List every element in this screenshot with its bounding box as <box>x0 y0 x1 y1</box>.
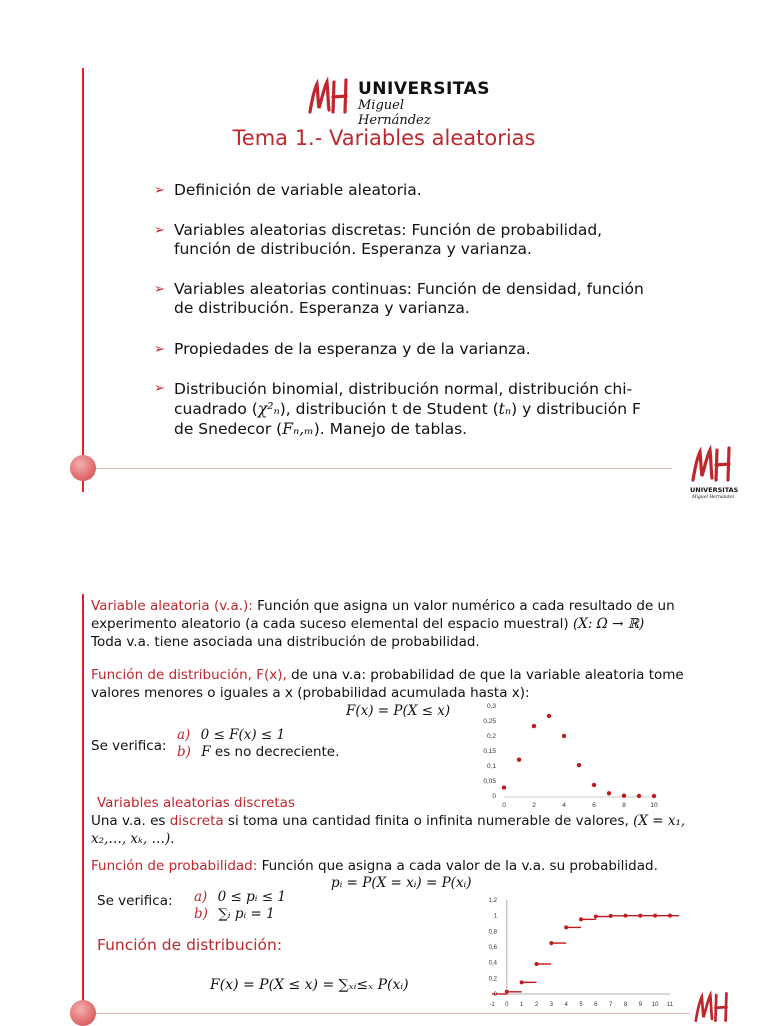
y-tick-label: 0,2 <box>488 976 497 983</box>
data-point <box>622 794 626 798</box>
y-tick-label: 0,3 <box>486 703 496 710</box>
data-point <box>652 794 656 798</box>
y-tick-label: 0,2 <box>486 733 496 740</box>
fd-verifica-label: Se verifica: <box>91 738 167 754</box>
y-tick-label: 0,4 <box>488 960 497 967</box>
fdist-heading: Función de distribución: <box>97 936 283 954</box>
slide1-bottom-rule <box>70 468 672 469</box>
fp-property-b <box>194 905 275 923</box>
topic-text-mid1: ), distribución t de Student ( <box>279 400 499 418</box>
va-line3: Toda v.a. tiene asociada una distribución de probabilidad. <box>91 634 480 650</box>
chi-square-symbol: χ²ₙ <box>257 400 280 418</box>
y-tick-label: 1 <box>493 913 497 920</box>
discretas-math2: x₂,…, xₖ, …) <box>91 831 171 847</box>
logo-mark-svg <box>306 76 352 116</box>
arrow-bullet-icon: ➢ <box>154 223 165 238</box>
step-point <box>624 914 628 918</box>
fd-b-label: b) <box>177 744 191 760</box>
x-tick-label: 4 <box>564 1002 568 1008</box>
fd-property-a <box>177 726 285 744</box>
fd-a-text: 0 ≤ F(x) ≤ 1 <box>200 727 286 743</box>
f-symbol: Fₙ,ₘ <box>282 420 314 438</box>
data-point <box>607 791 611 795</box>
fp-definition <box>91 857 731 875</box>
slide2-left-red-rule <box>82 594 84 1024</box>
y-tick-label: 0,25 <box>483 718 496 725</box>
fd-term: Función de distribución, F(x), <box>91 667 287 683</box>
data-point <box>517 758 521 762</box>
y-tick-label: 0 <box>493 992 497 998</box>
y-tick-label: 0,15 <box>483 748 496 755</box>
x-tick-label: 4 <box>562 802 566 809</box>
data-point <box>547 714 551 718</box>
logo-line2: Miguel Hernández <box>358 98 431 128</box>
x-tick-label: 11 <box>666 1002 674 1008</box>
discretas-math1: (X = x₁, <box>633 813 686 829</box>
fdist-formula: F(x) = P(X ≤ x) = ∑ₓᵢ≤ₓ P(xᵢ) <box>210 977 409 993</box>
va-definition <box>91 597 731 651</box>
step-point <box>564 925 568 929</box>
topic-text <box>174 379 644 439</box>
step-point <box>668 914 672 918</box>
x-tick-label: 10 <box>650 802 658 809</box>
x-tick-label: 8 <box>622 802 626 809</box>
fp-formula: pᵢ = P(X = xᵢ) = P(xᵢ) <box>331 875 472 891</box>
university-logo <box>306 76 490 128</box>
step-point <box>579 917 583 921</box>
topic-text: Definición de variable aleatoria. <box>174 181 422 199</box>
step-point <box>609 914 613 918</box>
fp-a-text: 0 ≤ pᵢ ≤ 1 <box>217 889 286 905</box>
fd-b-text: es no decreciente. <box>210 744 340 760</box>
x-tick-label: 1 <box>519 1002 524 1008</box>
y-tick-label: 0,6 <box>488 945 497 951</box>
x-tick-label: 0 <box>502 802 506 809</box>
discretas-post: si toma una cantidad finita o infinita numerable de valores, <box>223 813 634 829</box>
discretas-definition <box>91 812 731 848</box>
arrow-bullet-icon: ➢ <box>154 282 165 297</box>
cumulative-distribution-chart <box>474 892 684 1014</box>
x-tick-label: -1 <box>489 1002 495 1008</box>
data-point <box>502 785 506 789</box>
x-tick-label: 9 <box>638 1002 643 1008</box>
slide2-logo-mark-icon <box>690 990 734 1024</box>
va-term: Variable aleatoria (v.a.): <box>91 598 253 614</box>
arrow-bullet-icon: ➢ <box>154 342 165 357</box>
topic-text: Variables aleatorias discretas: Función de probabilidad, función de distribución. Esperanza y varianza. <box>174 221 603 258</box>
fp-b-text: ∑ᵢ pᵢ = 1 <box>218 906 275 922</box>
x-tick-label: 3 <box>549 1002 554 1008</box>
data-point <box>562 734 566 738</box>
topic-text: Variables aleatorias continuas: Función de densidad, función de distribución. Esperanza y varianza. <box>174 280 644 317</box>
step-point <box>594 915 598 919</box>
fd-a-label: a) <box>177 727 191 743</box>
fp-property-a <box>194 888 286 906</box>
x-tick-label: 2 <box>532 802 536 809</box>
x-tick-label: 6 <box>594 1002 598 1008</box>
discretas-heading: Variables aleatorias discretas <box>97 795 295 811</box>
arrow-bullet-icon: ➢ <box>154 381 165 396</box>
step-point <box>520 980 524 984</box>
data-point <box>592 783 596 787</box>
fp-verifica-label: Se verifica: <box>97 893 173 909</box>
x-tick-label: 5 <box>579 1002 583 1008</box>
step-point <box>638 914 642 918</box>
topic-text-pre: Distribución binomial, distribución normal, distribución chi-cuadrado ( <box>174 380 633 418</box>
x-tick-label: 6 <box>592 802 596 809</box>
fd-definition <box>91 666 721 702</box>
data-point <box>532 724 536 728</box>
topic-text-post: ). Manejo de tablas. <box>313 420 468 438</box>
side-logo-mark-icon <box>688 444 736 484</box>
fd-formula: F(x) = P(X ≤ x) <box>346 703 451 719</box>
y-tick-label: 1,2 <box>488 898 497 904</box>
y-tick-label: 0 <box>492 793 496 800</box>
fd-property-b <box>177 743 339 761</box>
data-point <box>637 794 641 798</box>
x-tick-label: 10 <box>651 1002 659 1008</box>
arrow-bullet-icon: ➢ <box>154 183 165 198</box>
x-tick-label: 2 <box>534 1002 539 1008</box>
step-point <box>535 962 539 966</box>
x-tick-label: 7 <box>608 1002 613 1008</box>
side-logo <box>686 444 742 504</box>
step-point <box>505 990 509 994</box>
slide1-title: Tema 1.- Variables aleatorias <box>232 126 536 150</box>
discretas-word: discreta <box>169 813 224 829</box>
fp-term: Función de probabilidad: <box>91 858 258 874</box>
topic-list <box>154 181 674 451</box>
fd-def: de una v.a: probabilidad de que la variable aleatoria tome valores menores o iguales a x (probabilidad acumulada hasta x): <box>91 667 684 701</box>
y-tick-label: 0,1 <box>486 763 496 770</box>
probability-mass-chart <box>478 700 668 810</box>
discretas-end: . <box>170 831 175 847</box>
y-tick-label: 0,05 <box>483 778 496 785</box>
data-point <box>577 763 581 767</box>
t-symbol: tₙ <box>498 400 512 418</box>
topic-text: Propiedades de la esperanza y de la varianza. <box>174 340 531 358</box>
fd-b-math: F <box>201 744 211 760</box>
fp-a-label: a) <box>194 889 208 905</box>
logo-line1: UNIVERSITAS <box>358 79 490 99</box>
va-math: (X: Ω → ℝ) <box>572 616 645 632</box>
slide1-rule-bullet-icon <box>70 455 96 481</box>
x-tick-label: 8 <box>623 1002 628 1008</box>
slide2-rule-bullet-icon <box>70 1000 96 1026</box>
y-tick-label: 0,8 <box>488 929 497 936</box>
fp-def: Función que asigna a cada valor de la v.a. su probabilidad. <box>257 858 658 874</box>
fp-b-label: b) <box>194 906 208 922</box>
va-def: Función que asigna un valor numérico a cada resultado de un experimento aleatorio (a cada suceso elemental del espacio muestral) <box>91 598 675 632</box>
topic-text-mid2: ) y distribución F de Snedecor ( <box>174 400 641 438</box>
discretas-pre: Una v.a. es <box>91 813 170 829</box>
step-point <box>549 941 553 945</box>
x-tick-label: 0 <box>505 1002 509 1008</box>
side-logo-line1: UNIVERSITAS <box>690 486 739 494</box>
logo-mark-icon <box>306 76 352 116</box>
step-point <box>653 914 657 918</box>
side-logo-line2: Miguel Hernández <box>692 495 735 500</box>
